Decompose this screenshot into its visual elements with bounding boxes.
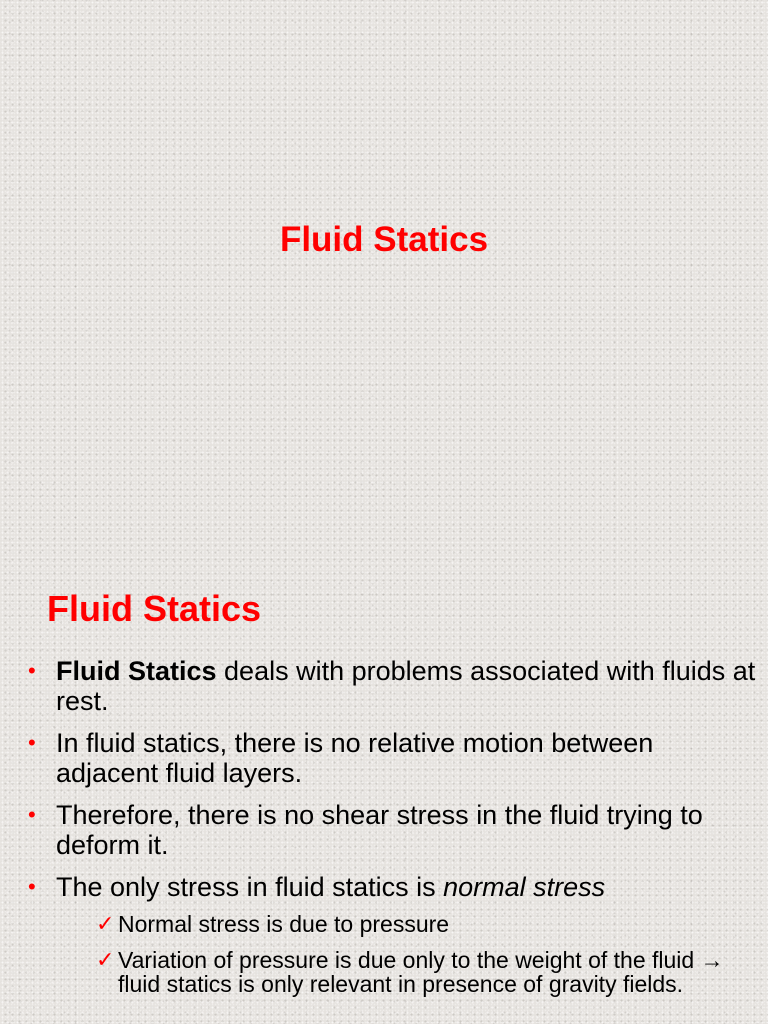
bullet-dot-icon: •	[28, 802, 36, 827]
bullet-item	[28, 728, 758, 788]
bullet-item	[28, 800, 758, 860]
bullet-text: The only stress in fluid statics is	[56, 872, 444, 902]
sub-bullet-item	[96, 948, 756, 996]
sub-bullet-text: Variation of pressure is due only to the weight of the fluid → fluid statics is only relevant in presence of gravity fields.	[118, 947, 724, 997]
content-slide-heading: Fluid Statics	[47, 588, 262, 629]
bullet-emphasis-text: normal stress	[443, 872, 606, 902]
bullet-text: Therefore, there is no shear stress in the fluid trying to deform it.	[56, 800, 703, 860]
content-slide	[0, 576, 768, 1024]
bullet-text: In fluid statics, there is no relative motion between adjacent fluid layers.	[56, 728, 654, 788]
bullet-dot-icon: •	[28, 874, 36, 899]
bullet-dot-icon: •	[28, 730, 36, 755]
bullet-list	[28, 656, 758, 1008]
sub-bullet-list	[96, 912, 756, 996]
bullet-item	[28, 656, 758, 716]
sub-bullet-item	[96, 912, 756, 936]
bullet-dot-icon: •	[28, 658, 36, 683]
checkmark-icon: ✓	[96, 911, 115, 936]
checkmark-icon: ✓	[96, 947, 115, 972]
bullet-text: deals with problems associated with fluids at rest.	[56, 656, 756, 716]
title-slide-heading: Fluid Statics	[279, 220, 489, 259]
bullet-item	[28, 872, 758, 996]
bullet-lead-text: Fluid Statics	[56, 656, 217, 686]
sub-bullet-text: Normal stress is due to pressure	[118, 911, 450, 937]
